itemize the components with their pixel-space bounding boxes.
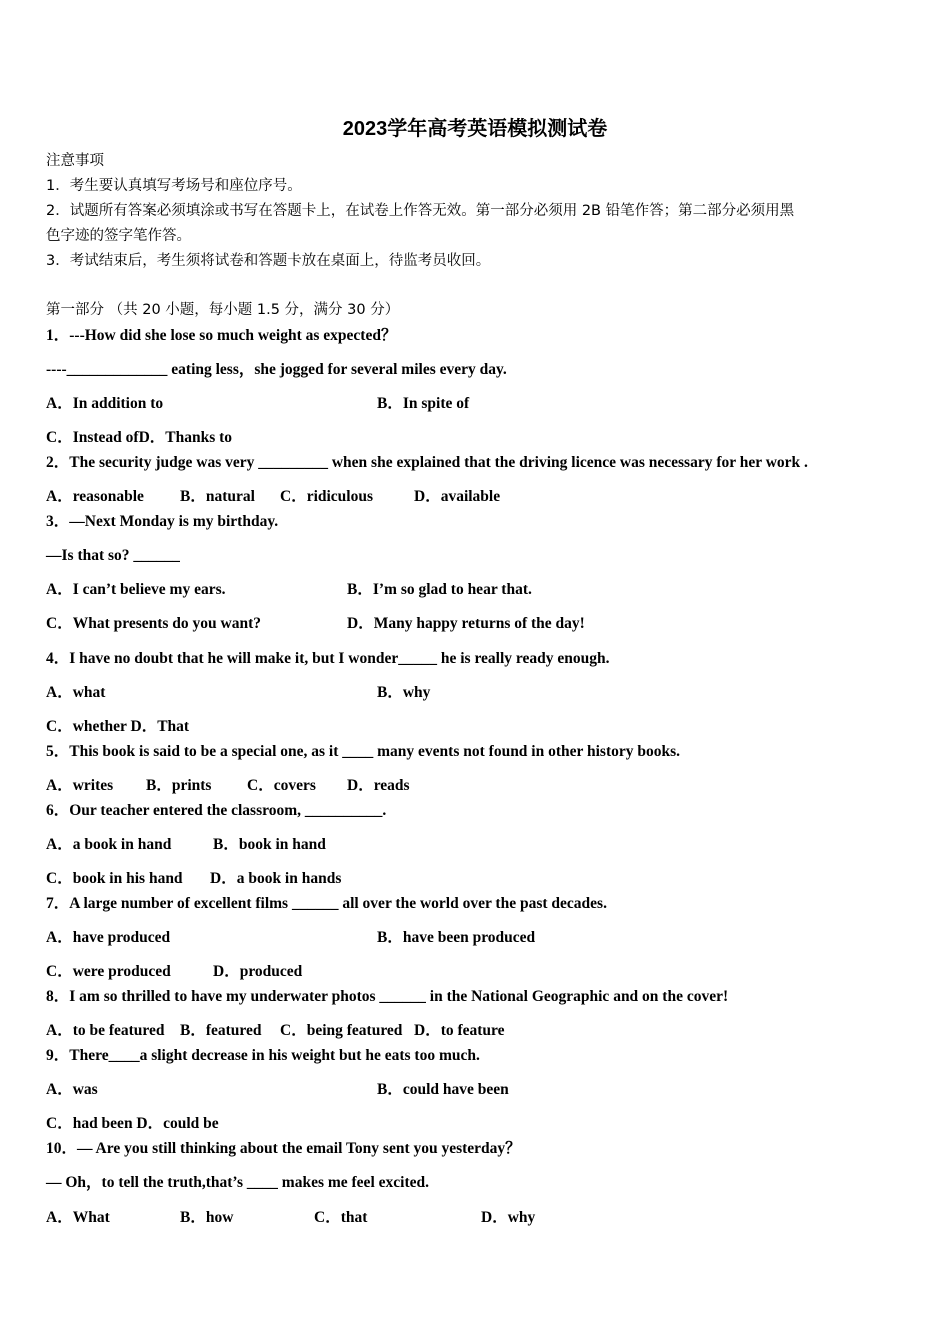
question-3-option-d: D．Many happy returns of the day!: [347, 615, 585, 632]
question-3-reply: —Is that so? ______: [46, 547, 180, 564]
question-9-stem: 9．There____a slight decrease in his weight but he eats too much.: [46, 1047, 480, 1064]
question-1-option-a: A．In addition to: [46, 395, 164, 412]
question-8-option-c: C．being featured: [280, 1022, 403, 1039]
question-8-stem: 8．I am so thrilled to have my underwater photos ______ in the National Geographic and on the cover!: [46, 988, 729, 1005]
question-1-reply: ----_____________ eating less，she jogged for several miles every day.: [46, 361, 507, 378]
question-7-stem: 7．A large number of excellent films ______ all over the world over the past decades.: [46, 895, 607, 912]
question-1-option-b: B．In spite of: [377, 395, 470, 412]
question-9-option-b: B．could have been: [377, 1081, 509, 1098]
question-3-option-a: A．I can’t believe my ears.: [46, 581, 226, 598]
question-5-option-d: D．reads: [347, 777, 410, 794]
question-8-option-d: D．to feature: [414, 1022, 505, 1039]
question-10-option-a: A．What: [46, 1209, 110, 1226]
question-7-option-b: B．have been produced: [377, 929, 536, 946]
question-2-stem: 2．The security judge was very _________ when she explained that the driving licence was necessary for her work .: [46, 454, 808, 471]
question-4-stem: 4．I have no doubt that he will make it, but I wonder_____ he is really ready enough.: [46, 650, 610, 667]
question-4-options-cd: C．whether D．That: [46, 718, 190, 735]
question-5-option-a: A．writes: [46, 777, 114, 794]
question-6-option-b: B．book in hand: [213, 836, 326, 853]
question-3-stem: 3．—Next Monday is my birthday.: [46, 513, 279, 530]
question-7-option-c: C．were produced: [46, 963, 171, 980]
notice-item-2: 2．试题所有答案必须填涂或书写在答题卡上，在试卷上作答无效。第一部分必须用 2B 铅笔作答；第二部分必须用黑: [46, 203, 795, 219]
page-title: 2023学年高考英语模拟测试卷: [342, 118, 608, 140]
question-1-stem: 1．---How did she lose so much weight as expected？: [46, 327, 397, 344]
question-7-option-d: D．produced: [213, 963, 303, 980]
question-2-option-c: C．ridiculous: [280, 488, 374, 505]
question-5-option-c: C．covers: [247, 777, 316, 794]
question-10-reply: — Oh，to tell the truth,that’s ____ makes me feel excited.: [46, 1174, 429, 1191]
question-3-option-b: B．I’m so glad to hear that.: [347, 581, 532, 598]
question-6-option-d: D．a book in hands: [210, 870, 342, 887]
question-10-option-d: D．why: [481, 1209, 536, 1226]
notice-item-3: 3．考试结束后，考生须将试卷和答题卡放在桌面上，待监考员收回。: [46, 253, 491, 269]
question-9-options-cd: C．had been D．could be: [46, 1115, 219, 1132]
question-5-option-b: B．prints: [146, 777, 212, 794]
question-4-option-a: A．what: [46, 684, 106, 701]
question-8-option-b: B．featured: [180, 1022, 262, 1039]
question-2-option-d: D．available: [414, 488, 501, 505]
question-8-option-a: A．to be featured: [46, 1022, 165, 1039]
question-7-option-a: A．have produced: [46, 929, 171, 946]
question-6-option-c: C．book in his hand: [46, 870, 183, 887]
question-9-option-a: A．was: [46, 1081, 98, 1098]
notice-item-2-cont: 色字迹的签字笔作答。: [46, 228, 191, 244]
notice-heading: 注意事项: [46, 153, 104, 169]
question-2-option-a: A．reasonable: [46, 488, 144, 505]
question-6-option-a: A．a book in hand: [46, 836, 172, 853]
section-heading: 第一部分 （共 20 小题，每小题 1.5 分，满分 30 分）: [46, 302, 400, 318]
question-10-stem: 10．— Are you still thinking about the email Tony sent you yesterday？: [46, 1140, 521, 1157]
question-1-options-cd: C．Instead ofD．Thanks to: [46, 429, 233, 446]
question-3-option-c: C．What presents do you want?: [46, 615, 262, 632]
notice-item-1: 1．考生要认真填写考场号和座位序号。: [46, 178, 302, 194]
question-4-option-b: B．why: [377, 684, 431, 701]
question-5-stem: 5．This book is said to be a special one, as it ____ many events not found in other history books.: [46, 743, 681, 760]
question-10-option-b: B．how: [180, 1209, 234, 1226]
question-10-option-c: C．that: [314, 1209, 368, 1226]
question-6-stem: 6．Our teacher entered the classroom, __________.: [46, 802, 387, 819]
question-2-option-b: B．natural: [180, 488, 255, 505]
